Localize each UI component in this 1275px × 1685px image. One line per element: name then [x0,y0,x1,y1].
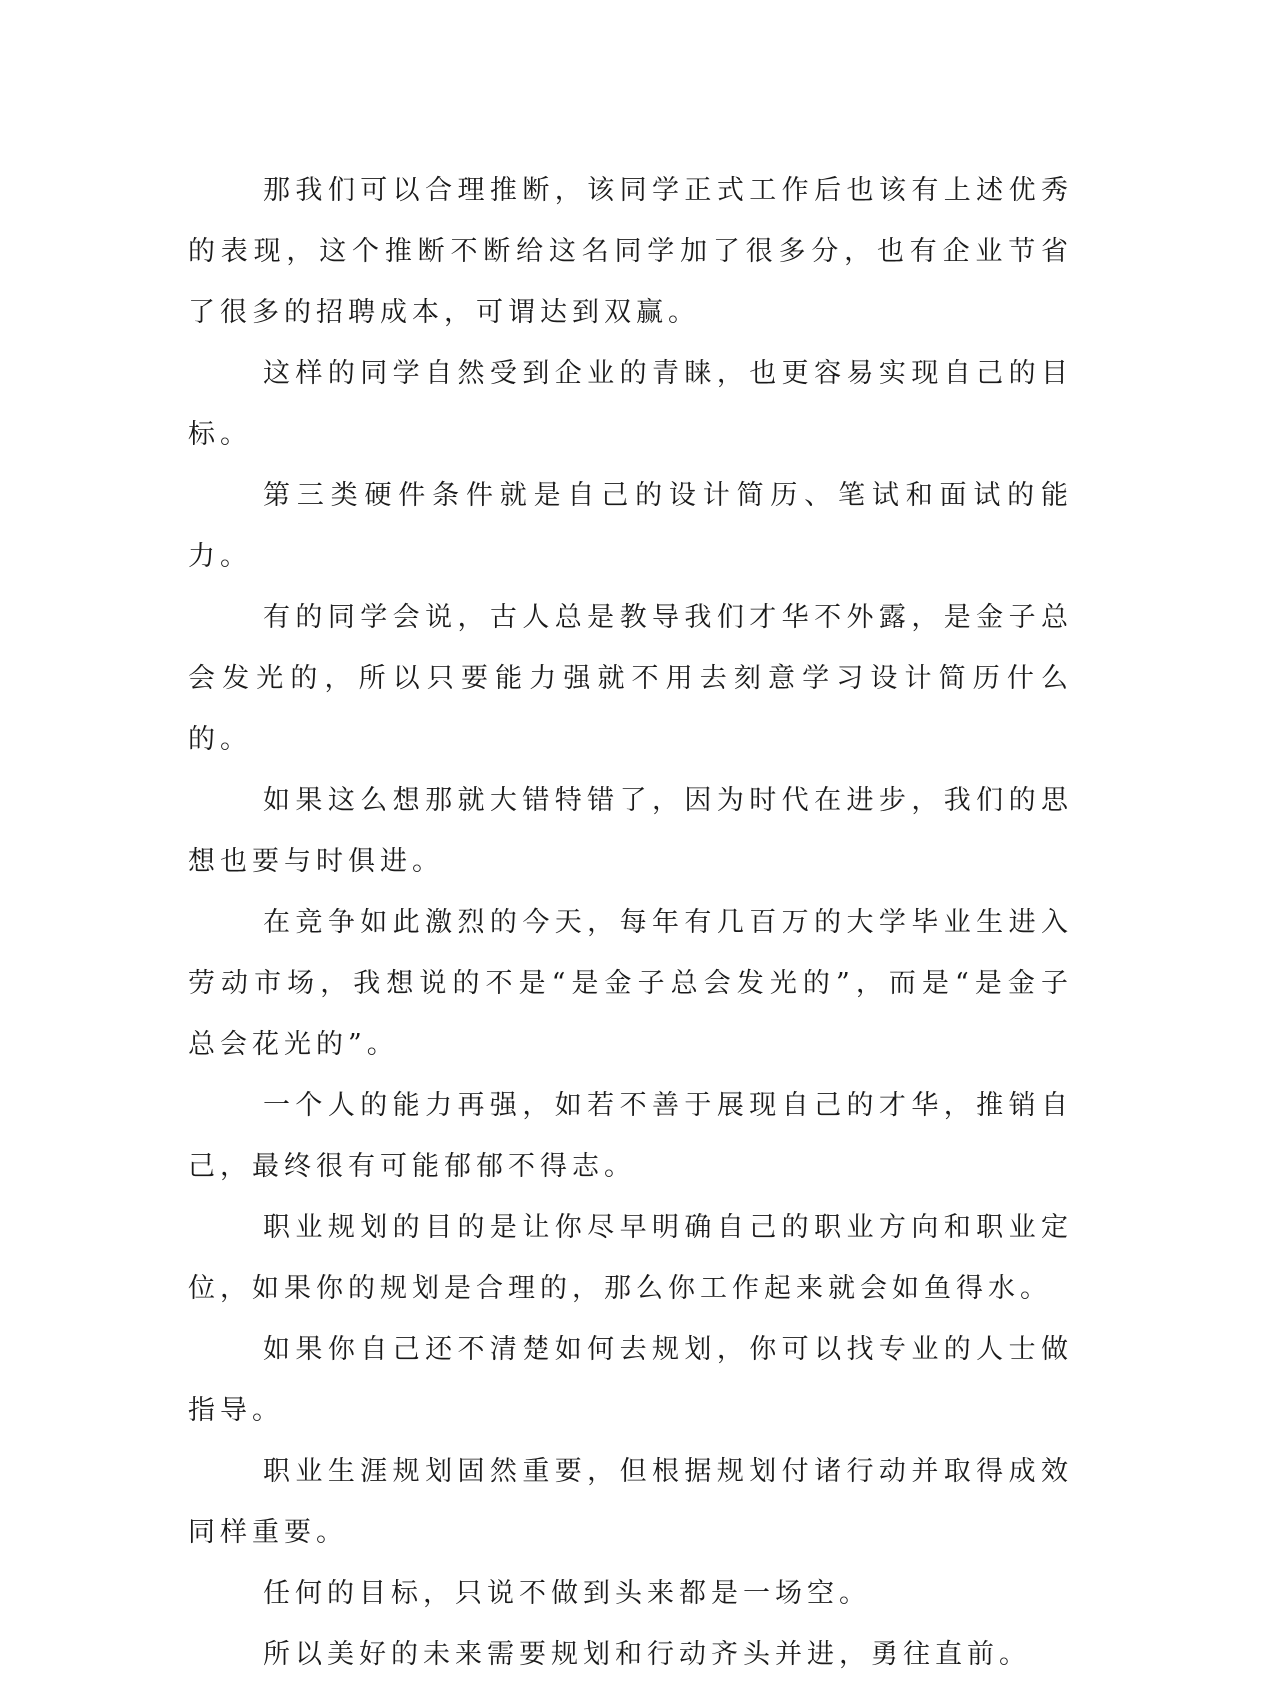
paragraph: 职业生涯规划固然重要，但根据规划付诸行动并取得成效同样重要。 [188,1456,1073,1548]
paragraph: 有的同学会说，古人总是教导我们才华不外露，是金子总会发光的，所以只要能力强就不用去刻意学习设计简历什么的。 [188,602,1073,755]
document-body [188,160,1073,1685]
paragraph: 在竞争如此激烈的今天，每年有几百万的大学毕业生进入劳动市场，我想说的不是“是金子总会发光的”，而是“是金子总会花光的”。 [188,907,1073,1060]
paragraph: 第三类硬件条件就是自己的设计简历、笔试和面试的能力。 [188,480,1073,572]
paragraph: 职业规划的目的是让你尽早明确自己的职业方向和职业定位，如果你的规划是合理的，那么你工作起来就会如鱼得水。 [188,1212,1073,1304]
paragraph: 这样的同学自然受到企业的青睐，也更容易实现自己的目标。 [188,358,1073,450]
paragraph: 如果你自己还不清楚如何去规划，你可以找专业的人士做指导。 [188,1334,1073,1426]
paragraph: 那我们可以合理推断，该同学正式工作后也该有上述优秀的表现，这个推断不断给这名同学加了很多分，也有企业节省了很多的招聘成本，可谓达到双赢。 [188,175,1073,328]
paragraph: 任何的目标，只说不做到头来都是一场空。 [263,1578,871,1609]
paragraph: 一个人的能力再强，如若不善于展现自己的才华，推销自己，最终很有可能郁郁不得志。 [188,1090,1073,1182]
paragraph: 如果这么想那就大错特错了，因为时代在进步，我们的思想也要与时俱进。 [188,785,1073,877]
paragraph: 所以美好的未来需要规划和行动齐头并进，勇往直前。 [263,1639,1031,1670]
